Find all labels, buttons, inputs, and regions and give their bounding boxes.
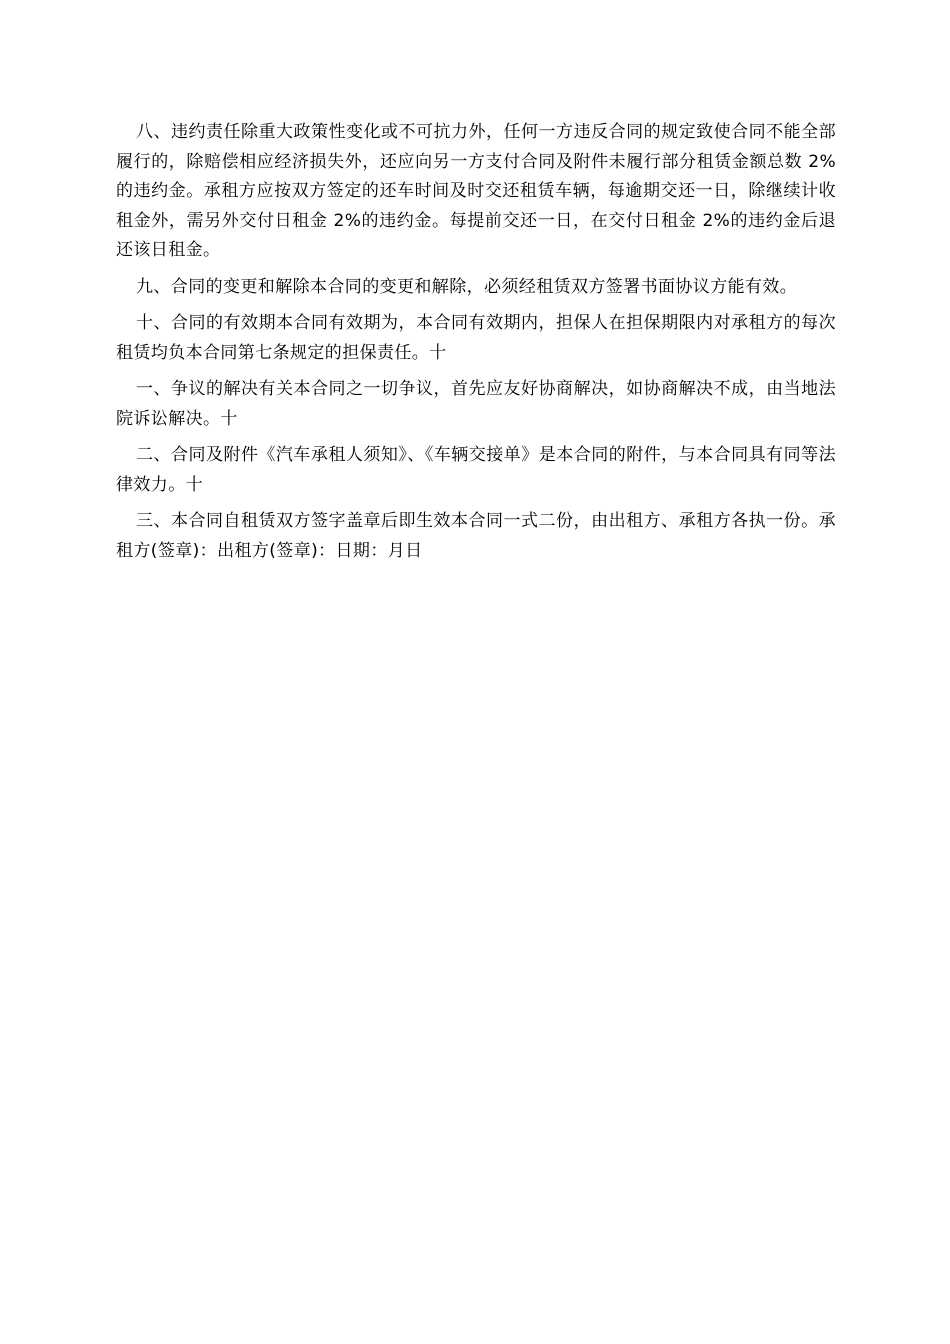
paragraph-breach-liability: 八、违约责任除重大政策性变化或不可抗力外，任何一方违反合同的规定致使合同不能全部履行的，除赔偿相应经济损失外，还应向另一方支付合同及附件未履行部分租赁金额总数 2%的违约金。承租方应按双方签定的还车时间及时交还租赁车辆，每逾期交还一日，除继续计收租金外，需另外交付日租金 2%的违约金。每提前交还一日，在交付日租金 2%的违约金后退还该日租金。 (116, 122, 836, 260)
paragraph-validity-period: 十、合同的有效期本合同有效期为，本合同有效期内，担保人在担保期限内对承租方的每次租赁均负本合同第七条规定的担保责任。十 (116, 313, 836, 363)
paragraph-effectiveness-signature: 三、本合同自租赁双方签字盖章后即生效本合同一式二份，由出租方、承租方各执一份。承租方(签章)：出租方(签章)：日期：月日 (116, 511, 836, 561)
paragraph-contract-modification: 九、合同的变更和解除本合同的变更和解除，必须经租赁双方签署书面协议方能有效。 (136, 276, 798, 297)
paragraph-attachments: 二、合同及附件《汽车承租人须知》、《车辆交接单》是本合同的附件，与本合同具有同等法律效力。十 (116, 445, 836, 495)
document-body (116, 118, 836, 573)
paragraph-dispute-resolution: 一、争议的解决有关本合同之一切争议，首先应友好协商解决，如协商解决不成，由当地法院诉讼解决。十 (116, 379, 836, 429)
